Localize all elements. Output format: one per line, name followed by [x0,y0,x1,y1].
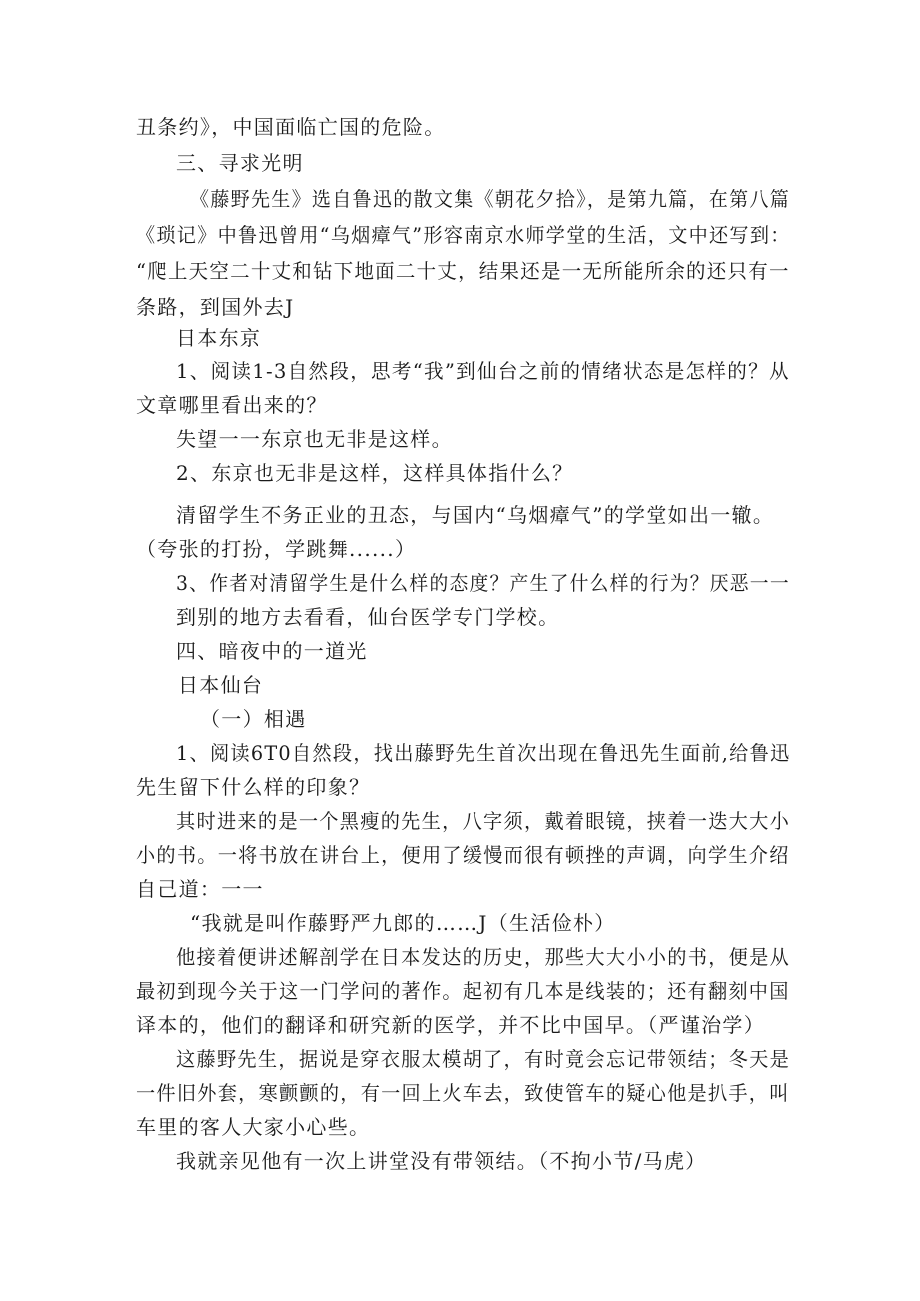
quote-line-3: 自己道：一一 [136,877,264,901]
quote-line-5: 他接着便讲述解剖学在日本发达的历史，那些大大小小的书，便是从 [176,945,791,969]
quote-line-9: 一件旧外套，寒颤颤的，有一回上火车去，致使管车的疑心他是扒手，叫 [136,1081,790,1105]
question-1-line-1: 1、阅读1-3自然段，思考“我”到仙台之前的情绪状态是怎样的？从 [176,359,790,383]
text-line-4: 《琐记》中鲁迅曾用“乌烟瘴气”形容南京水师学堂的生活，文中还写到： [136,223,791,247]
answer-1: 失望一一东京也无非是这样。 [176,427,453,451]
question-1-line-2: 文章哪里看出来的？ [136,393,328,417]
quote-line-4: “我就是叫作藤野严九郎的……J（生活俭朴） [190,911,616,935]
text-line-5: “爬上天空二十丈和钻下地面二十丈，结果还是一无所能所余的还只有一 [136,259,790,283]
quote-line-10: 车里的客人大家小心些。 [136,1115,371,1139]
quote-line-6: 最初到现今关于这一门学问的著作。起初有几本是线装的；还有翻刻中国 [136,979,790,1003]
section-heading-3: 三、寻求光明 [176,151,304,175]
text-line-1: 丑条约》，中国面临亡国的危险。 [136,115,446,139]
text-line-6: 条路，到国外去J [136,295,295,319]
quote-line-1: 其时进来的是一个黑瘦的先生，八字须，戴着眼镜，挟着一迭大大小 [176,809,791,833]
question-4-line-2: 先生留下什么样的印象？ [136,775,371,799]
question-4-line-1: 1、阅读6T0自然段，找出藤野先生首次出现在鲁迅先生面前,给鲁迅 [176,741,791,765]
quote-line-2: 小的书。一将书放在讲台上，便用了缓慢而很有顿挫的声调，向学生介绍 [136,843,790,867]
answer-2-line-1: 清留学生不务正业的丑态，与国内“乌烟瘴气”的学堂如出一辙。 [176,503,775,527]
quote-line-7: 译本的，他们的翻译和研究新的医学，并不比中国早。（严谨治学） [136,1013,765,1037]
answer-2-line-2: （夸张的打扮，学跳舞......） [136,537,417,561]
quote-line-8: 这藤野先生，据说是穿衣服太模胡了，有时竟会忘记带领结；冬天是 [176,1047,791,1071]
quote-line-11: 我就亲见他有一次上讲堂没有带领结。（不拘小节/马虎） [176,1149,707,1173]
location-heading-tokyo: 日本东京 [176,326,262,350]
question-2: 2、东京也无非是这样，这样具体指什么？ [176,461,574,485]
section-heading-4: 四、暗夜中的一道光 [176,639,368,663]
location-heading-sendai: 日本仙台 [178,673,264,697]
subsection-heading-1: （一）相遇 [200,707,307,731]
text-line-3: 《藤野先生》选自鲁迅的散文集《朝花夕拾》，是第九篇，在第八篇 [190,187,791,211]
question-3: 3、作者对清留学生是什么样的态度？产生了什么样的行为？厌恶一一 [176,571,790,595]
answer-3: 到别的地方去看看，仙台医学专门学校。 [176,605,560,629]
